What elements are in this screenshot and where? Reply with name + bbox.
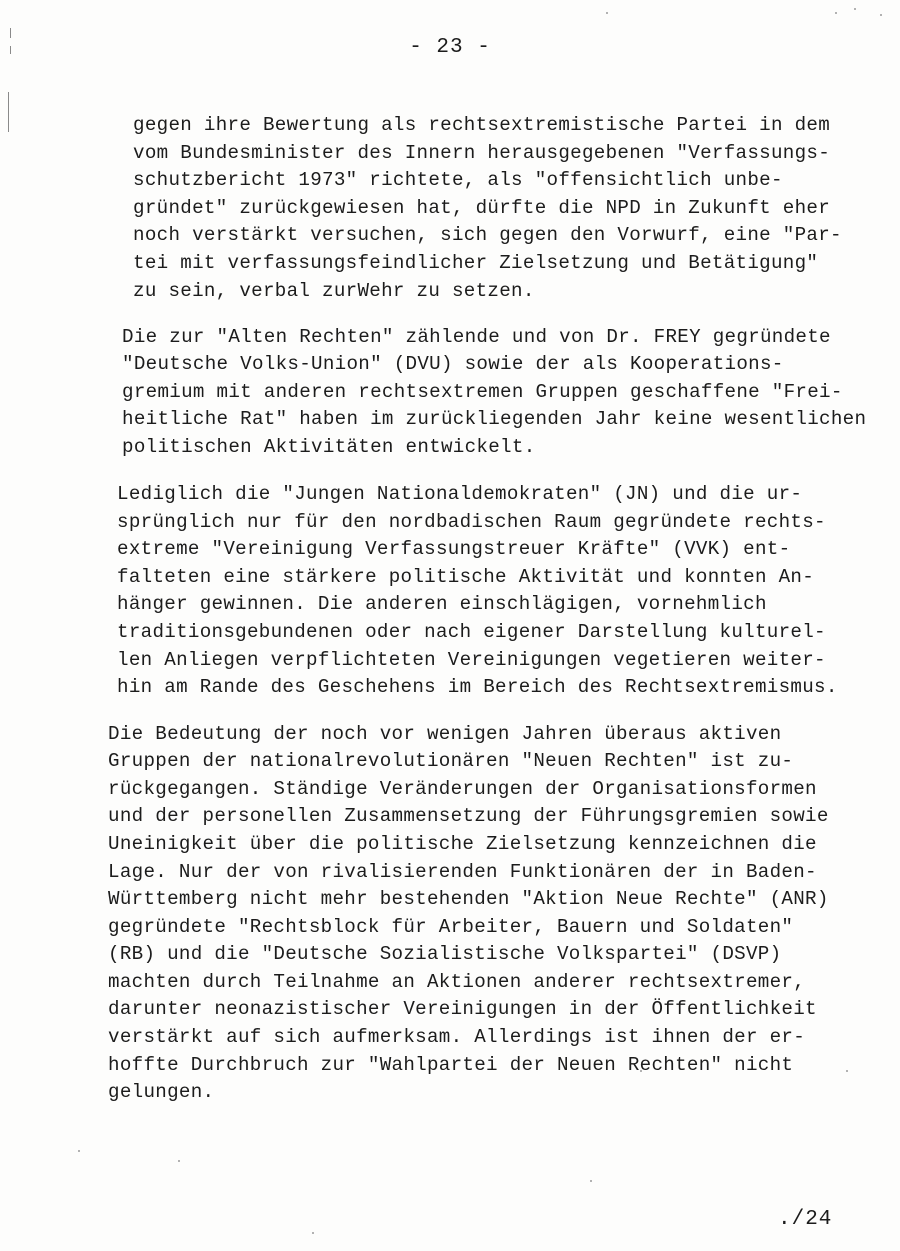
text-line: gegen ihre Bewertung als rechtsextremistische Partei in dem: [133, 114, 831, 136]
text-line: Gruppen der nationalrevolutionären "Neuen Rechten" ist zu-: [108, 750, 794, 772]
text-line: traditionsgebundenen oder nach eigener Darstellung kulturel-: [117, 621, 826, 643]
next-page-reference: ./24: [778, 1208, 833, 1231]
text-line: gründet" zurückgewiesen hat, dürfte die NPD in Zukunft eher: [133, 197, 831, 219]
text-line: Uneinigkeit über die politische Zielsetzung kennzeichnen die: [108, 833, 817, 855]
text-line: vom Bundesminister des Innern herausgegebenen "Verfassungs-: [133, 142, 831, 164]
text-line: hoffte Durchbruch zur "Wahlpartei der Neuen Rechten" nicht: [108, 1054, 794, 1076]
text-line: tei mit verfassungsfeindlicher Zielsetzung und Betätigung": [133, 252, 819, 274]
text-line: extreme "Vereinigung Verfassungstreuer Kräfte" (VVK) ent-: [117, 538, 791, 560]
text-line: gegründete "Rechtsblock für Arbeiter, Bauern und Soldaten": [108, 916, 794, 938]
text-line: "Deutsche Volks-Union" (DVU) sowie der als Kooperations-: [122, 353, 784, 375]
text-line: hänger gewinnen. Die anderen einschlägigen, vornehmlich: [117, 593, 767, 615]
text-line: politischen Aktivitäten entwickelt.: [122, 436, 536, 458]
page-number: - 23 -: [409, 36, 491, 59]
text-line: sprünglich nur für den nordbadischen Raum gegründete rechts-: [117, 511, 826, 533]
text-line: machten durch Teilnahme an Aktionen anderer rechtsextremer,: [108, 971, 806, 993]
text-line: Lediglich die "Jungen Nationaldemokraten" (JN) und die ur-: [117, 483, 803, 505]
text-line: darunter neonazistischer Vereinigungen in der Öffentlichkeit: [108, 998, 817, 1020]
text-line: zu sein, verbal zurWehr zu setzen.: [133, 280, 535, 302]
text-line: falteten eine stärkere politische Aktivität und konnten An-: [117, 566, 815, 588]
text-line: rückgegangen. Ständige Veränderungen der Organisationsformen: [108, 778, 817, 800]
text-line: hin am Rande des Geschehens im Bereich des Rechtsextremismus.: [117, 676, 838, 698]
text-line: verstärkt auf sich aufmerksam. Allerdings ist ihnen der er-: [108, 1026, 806, 1048]
text-line: schutzbericht 1973" richtete, als "offensichtlich unbe-: [133, 169, 783, 191]
text-line: Württemberg nicht mehr bestehenden "Aktion Neue Rechte" (ANR): [108, 888, 829, 910]
text-line: noch verstärkt versuchen, sich gegen den Vorwurf, eine "Par-: [133, 224, 842, 246]
text-line: Die zur "Alten Rechten" zählende und von Dr. FREY gegründete: [122, 326, 831, 348]
text-line: heitliche Rat" haben im zurückliegenden Jahr keine wesentlichen: [122, 408, 867, 430]
text-line: Lage. Nur der von rivalisierenden Funktionären der in Baden-: [108, 861, 817, 883]
text-line: (RB) und die "Deutsche Sozialistische Volkspartei" (DSVP): [108, 943, 782, 965]
text-line: gremium mit anderen rechtsextremen Gruppen geschaffene "Frei-: [122, 381, 843, 403]
text-line: gelungen.: [108, 1081, 215, 1103]
text-line: Die Bedeutung der noch vor wenigen Jahren überaus aktiven: [108, 723, 782, 745]
text-line: und der personellen Zusammensetzung der Führungsgremien sowie: [108, 805, 829, 827]
text-line: len Anliegen verpflichteten Vereinigungen vegetieren weiter-: [117, 649, 826, 671]
